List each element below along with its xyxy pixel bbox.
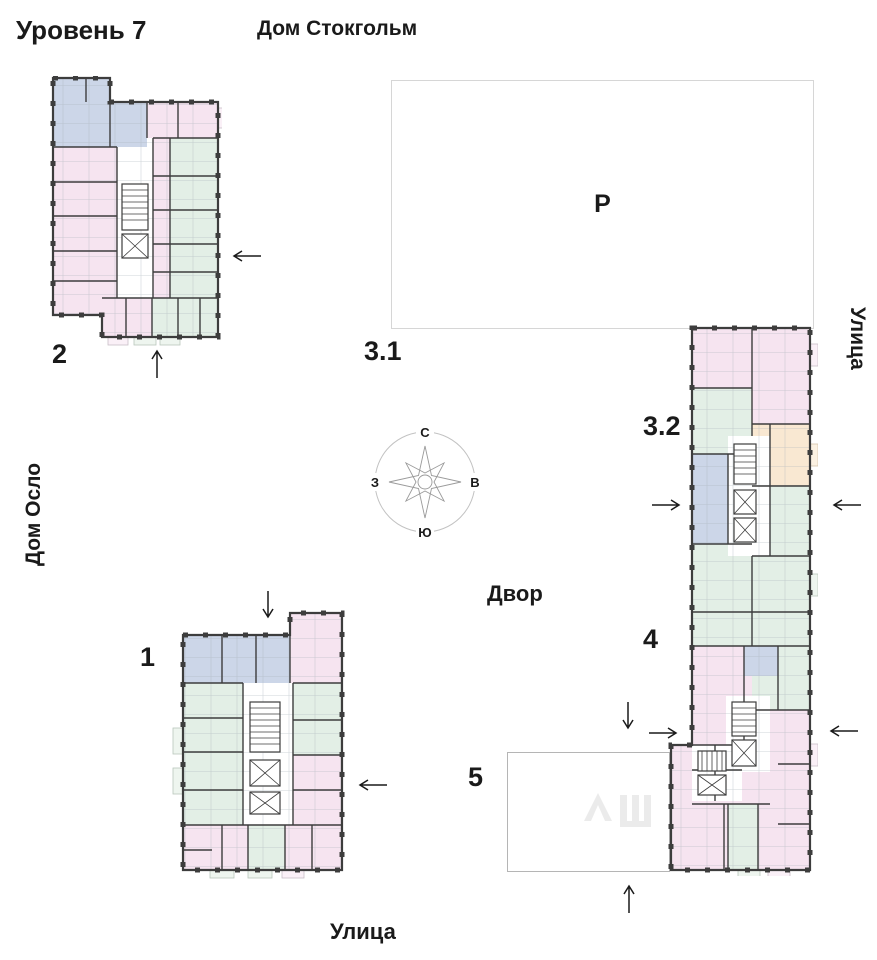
parking-label: Р (594, 190, 611, 218)
building-1-label: 1 (140, 642, 156, 672)
arrow-down-icon (261, 590, 275, 620)
compass-south-label: Ю (418, 525, 432, 540)
arrow-right-icon (651, 498, 681, 512)
arrow-up-icon (622, 884, 636, 914)
building-3-2-label: 3.2 (643, 411, 681, 441)
building-5-label: 5 (468, 762, 484, 792)
courtyard-label: Двор (487, 581, 543, 606)
building-2-floorplan[interactable] (50, 76, 222, 348)
arrow-down-icon (621, 701, 635, 731)
compass-west-label: З (370, 475, 380, 490)
building-3-2-and-4-floorplan[interactable] (668, 324, 818, 876)
compass-rose (363, 420, 487, 544)
arrow-left-icon (829, 724, 859, 738)
building-3-1-label: 3.1 (364, 336, 402, 366)
street-bottom-label: Улица (330, 919, 396, 944)
compass-east-label: В (470, 475, 480, 490)
arrow-left-icon (232, 249, 262, 263)
house-stockholm-label: Дом Стокгольм (257, 17, 418, 40)
building-1-floorplan[interactable] (172, 610, 348, 880)
arrow-up-icon (150, 349, 164, 379)
building-5-area[interactable] (507, 752, 670, 872)
building-4-label: 4 (643, 624, 659, 654)
level-title: Уровень 7 (16, 15, 147, 45)
arrow-left-icon (358, 778, 388, 792)
compass-north-label: С (420, 425, 430, 440)
building-2-label: 2 (52, 339, 68, 369)
developer-watermark-icon (580, 781, 665, 843)
arrow-right-icon (648, 726, 678, 740)
parking-area[interactable] (391, 80, 814, 329)
street-right-label: Улица (846, 307, 869, 370)
house-oslo-label: Дом Осло (22, 462, 45, 566)
arrow-left-icon (832, 498, 862, 512)
